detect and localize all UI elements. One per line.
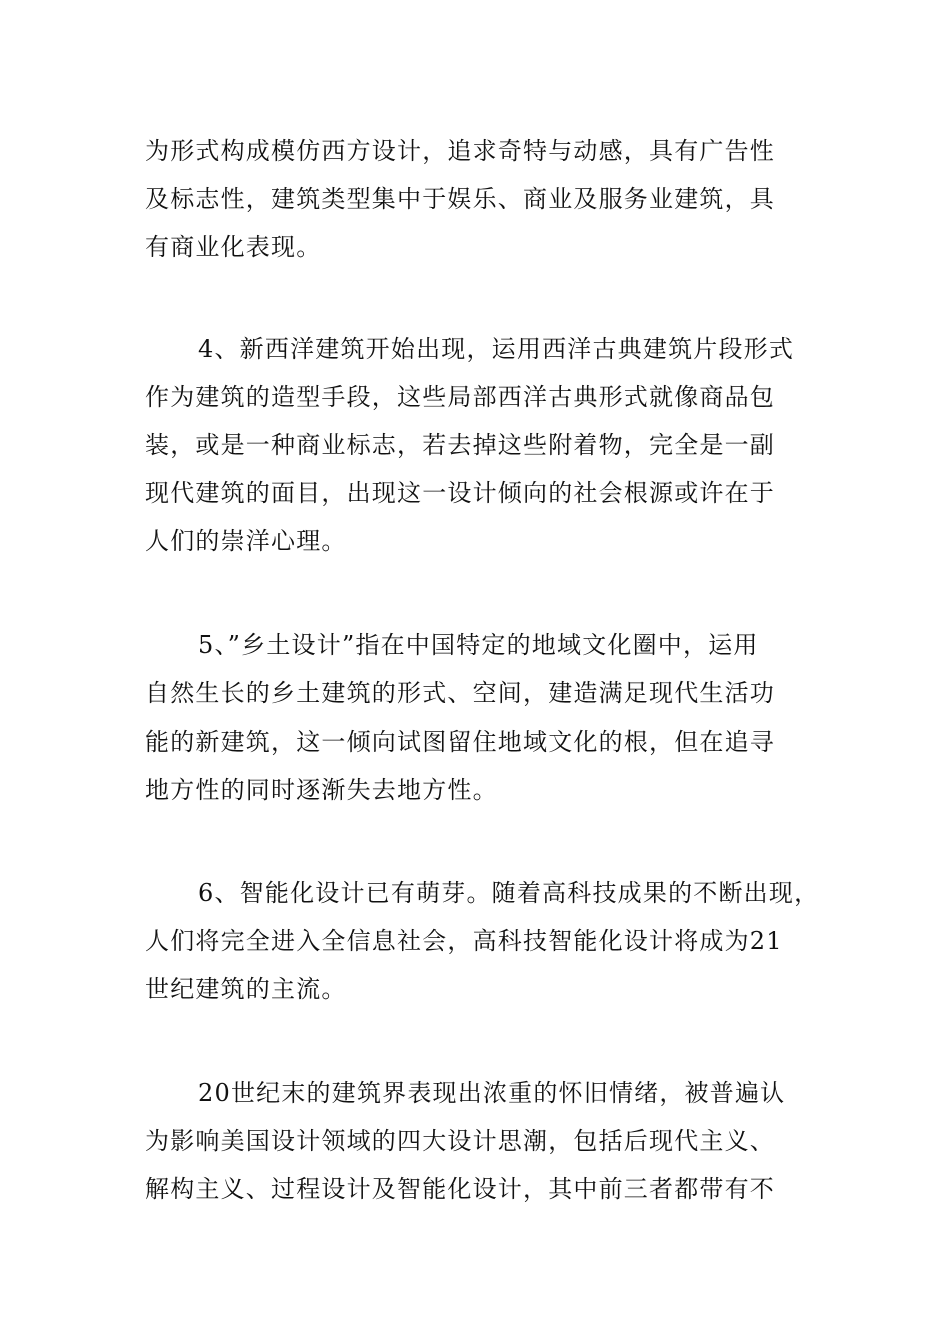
text-line: 5、”乡土设计”指在中国特定的地域文化圈中，运用 <box>198 631 759 659</box>
text-line: 为影响美国设计领域的四大设计思潮，包括后现代主义、 <box>145 1127 775 1155</box>
text-line: 为形式构成模仿西方设计，追求奇特与动感，具有广告性 <box>145 137 775 165</box>
text-line: 作为建筑的造型手段，这些局部西洋古典形式就像商品包 <box>145 383 775 411</box>
text-line: 及标志性，建筑类型集中于娱乐、商业及服务业建筑，具 <box>145 185 775 213</box>
text-line: 有商业化表现。 <box>145 233 322 261</box>
text-line: 世纪建筑的主流。 <box>145 975 347 1003</box>
text-line: 6、智能化设计已有萌芽。随着高科技成果的不断出现， <box>198 879 820 907</box>
text-line: 现代建筑的面目，出现这一设计倾向的社会根源或许在于 <box>145 479 775 507</box>
text-line: 解构主义、过程设计及智能化设计，其中前三者都带有不 <box>145 1175 775 1203</box>
text-line: 能的新建筑，这一倾向试图留住地域文化的根，但在追寻 <box>145 728 775 756</box>
text-line: 4、新西洋建筑开始出现，运用西洋古典建筑片段形式 <box>198 335 795 363</box>
text-line: 20世纪末的建筑界表现出浓重的怀旧情绪，被普遍认 <box>198 1079 786 1107</box>
text-line: 装，或是一种商业标志，若去掉这些附着物，完全是一副 <box>145 431 775 459</box>
text-line: 人们的崇洋心理。 <box>145 527 347 555</box>
text-line: 自然生长的乡土建筑的形式、空间，建造满足现代生活功 <box>145 679 775 707</box>
text-line: 人们将完全进入全信息社会，高科技智能化设计将成为21 <box>145 927 783 955</box>
text-line: 地方性的同时逐渐失去地方性。 <box>145 776 498 804</box>
